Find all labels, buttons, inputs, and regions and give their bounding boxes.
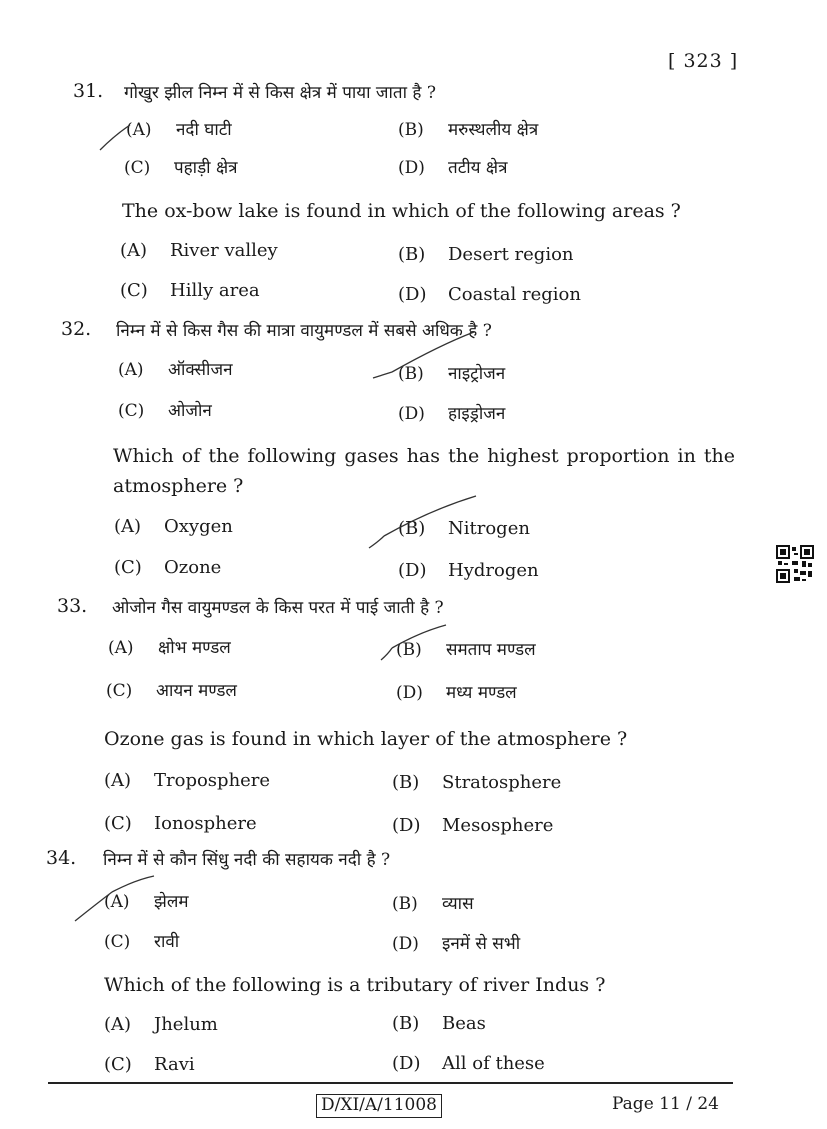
- q31-hindi-option-c: (C) पहाड़ी क्षेत्र: [124, 158, 238, 178]
- q33-english-option-a: (A) Troposphere: [104, 770, 271, 791]
- q33-hindi-option-b: (B) समताप मण्डल: [396, 640, 536, 660]
- q34-english-option-d: (D) All of these: [392, 1053, 545, 1074]
- question-33-hindi: ओजोन गैस वायुमण्डल के किस परत में पाई जाती है ?: [112, 598, 444, 618]
- q32-hindi-option-b: (B) नाइट्रोजन: [398, 364, 506, 384]
- question-32-english: Which of the following gases has the highest proportion in the atmosphere ?: [113, 445, 735, 497]
- question-34-english: Which of the following is a tributary of river Indus ?: [104, 974, 606, 996]
- question-33-english: Ozone gas is found in which layer of the atmosphere ?: [104, 728, 628, 750]
- question-31-number: 31.: [73, 80, 104, 102]
- q33-hindi-option-d: (D) मध्य मण्डल: [396, 683, 517, 703]
- qr-code-icon: [776, 545, 814, 583]
- question-32-hindi: निम्न में से किस गैस की मात्रा वायुमण्डल में सबसे अधिक है ?: [116, 321, 492, 341]
- page-counter: Page 11 / 24: [612, 1094, 719, 1114]
- q32-english-option-b: (B) Nitrogen: [398, 518, 530, 539]
- q34-english-option-c: (C) Ravi: [104, 1054, 195, 1075]
- q31-english-option-a: (A) River valley: [120, 240, 278, 261]
- q31-english-option-d: (D) Coastal region: [398, 284, 581, 305]
- page-reference: [ 323 ]: [668, 50, 739, 72]
- q31-english-option-c: (C) Hilly area: [120, 280, 260, 301]
- footer-divider: [48, 1082, 733, 1084]
- q31-hindi-option-d: (D) तटीय क्षेत्र: [398, 158, 508, 178]
- q33-hindi-option-c: (C) आयन मण्डल: [106, 681, 237, 701]
- question-32-number: 32.: [61, 318, 92, 340]
- q31-hindi-option-a: (A) नदी घाटी: [126, 120, 232, 140]
- q32-english-option-d: (D) Hydrogen: [398, 560, 539, 581]
- q32-hindi-option-a: (A) ऑक्सीजन: [118, 360, 233, 380]
- paper-code: D/XI/A/11008: [316, 1094, 442, 1118]
- q33-english-option-c: (C) Ionosphere: [104, 813, 257, 834]
- q34-hindi-option-d: (D) इनमें से सभी: [392, 934, 521, 954]
- q33-english-option-d: (D) Mesosphere: [392, 815, 554, 836]
- q31-english-option-b: (B) Desert region: [398, 244, 574, 265]
- question-31-hindi: गोखुर झील निम्न में से किस क्षेत्र में पाया जाता है ?: [124, 83, 436, 103]
- q32-hindi-option-c: (C) ओजोन: [118, 401, 212, 421]
- q32-hindi-option-d: (D) हाइड्रोजन: [398, 404, 506, 424]
- q31-hindi-option-b: (B) मरुस्थलीय क्षेत्र: [398, 120, 539, 140]
- q33-english-option-b: (B) Stratosphere: [392, 772, 562, 793]
- q32-english-option-a: (A) Oxygen: [114, 516, 233, 537]
- q34-hindi-option-c: (C) रावी: [104, 932, 180, 952]
- q32-english-option-c: (C) Ozone: [114, 557, 222, 578]
- question-34-number: 34.: [46, 847, 77, 869]
- q33-hindi-option-a: (A) क्षोभ मण्डल: [108, 638, 231, 658]
- question-33-number: 33.: [57, 595, 88, 617]
- q34-english-option-b: (B) Beas: [392, 1013, 486, 1034]
- question-31-english: The ox-bow lake is found in which of the following areas ?: [122, 200, 681, 222]
- q34-hindi-option-b: (B) व्यास: [392, 894, 474, 914]
- q34-english-option-a: (A) Jhelum: [104, 1014, 218, 1035]
- q34-hindi-option-a: (A) झेलम: [104, 892, 189, 912]
- question-34-hindi: निम्न में से कौन सिंधु नदी की सहायक नदी है ?: [103, 850, 391, 870]
